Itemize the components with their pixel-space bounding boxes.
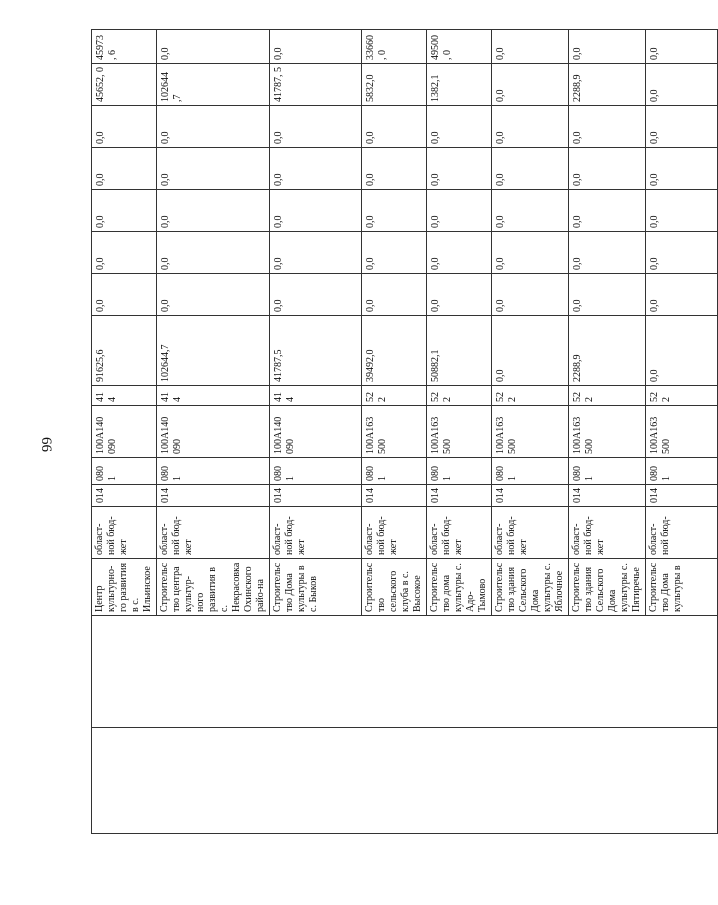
section-cell: 080 1 xyxy=(157,458,270,485)
value-cell: 0,0 xyxy=(646,30,718,64)
value-cell: 0,0 xyxy=(492,316,569,386)
value-cell: 0,0 xyxy=(427,190,492,232)
target-article-cell: 100A140 090 xyxy=(92,406,157,458)
value-cell: 0,0 xyxy=(646,316,718,386)
value-cell: 0,0 xyxy=(646,106,718,148)
value-cell: 5832,0 xyxy=(362,64,427,106)
value-cell: 0,0 xyxy=(646,64,718,106)
value-cell: 49500, 0 xyxy=(427,30,492,64)
expense-type-cell: 52 2 xyxy=(569,386,646,406)
object-name-cell: Строительство здания Сельского Дома культуры с. Яблочное xyxy=(492,559,569,616)
value-cell: 0,0 xyxy=(270,274,362,316)
value-cell: 0,0 xyxy=(270,106,362,148)
value-cell: 1382,1 xyxy=(427,64,492,106)
object-name-cell: Строительство здания Сельского Дома культуры с. Пятиречье xyxy=(569,559,646,616)
value-cell: 0,0 xyxy=(92,190,157,232)
target-article-cell: 100A140 090 xyxy=(270,406,362,458)
value-cell: 39492,0 xyxy=(362,316,427,386)
object-name-cell: Центр культурно-го развития в с. Ильинское xyxy=(92,559,157,616)
value-cell: 0,0 xyxy=(92,106,157,148)
value-cell: 0,0 xyxy=(270,190,362,232)
value-cell: 0,0 xyxy=(492,30,569,64)
value-cell: 45652, 0 xyxy=(92,64,157,106)
value-cell: 0,0 xyxy=(92,232,157,274)
value-cell: 0,0 xyxy=(492,106,569,148)
value-cell: 0,0 xyxy=(362,148,427,190)
source-cell: област-ной бюд-жет xyxy=(157,507,270,559)
value-cell: 2288,9 xyxy=(569,316,646,386)
expense-type-cell: 52 2 xyxy=(646,386,718,406)
value-cell: 0,0 xyxy=(362,274,427,316)
grbs-cell: 014 xyxy=(92,485,157,507)
source-cell: област-ной бюд-жет xyxy=(492,507,569,559)
object-name-cell: Строительство Дома культуры в с. Быков xyxy=(270,559,362,616)
budget-table-rotated xyxy=(91,35,683,834)
section-cell: 080 1 xyxy=(92,458,157,485)
value-cell: 102644,7 xyxy=(157,316,270,386)
value-cell: 91625,6 xyxy=(92,316,157,386)
object-name-cell: Строительство центра культур-ного развития в с. Некрасовка Охинского райо-на xyxy=(157,559,270,616)
grbs-cell: 014 xyxy=(492,485,569,507)
value-cell: 0,0 xyxy=(492,64,569,106)
source-cell: област-ной бюд-жет xyxy=(427,507,492,559)
value-cell: 0,0 xyxy=(427,232,492,274)
value-cell: 0,0 xyxy=(157,148,270,190)
source-cell: област-ной бюд-жет xyxy=(92,507,157,559)
value-cell: 0,0 xyxy=(569,232,646,274)
section-cell: 080 1 xyxy=(362,458,427,485)
value-cell: 2288,9 xyxy=(569,64,646,106)
value-cell: 0,0 xyxy=(157,30,270,64)
target-article-cell: 100A163 500 xyxy=(492,406,569,458)
value-cell: 0,0 xyxy=(492,190,569,232)
value-cell: 102644 ,7 xyxy=(157,64,270,106)
target-article-cell: 100A163 500 xyxy=(427,406,492,458)
budget-table xyxy=(91,29,718,834)
value-cell: 0,0 xyxy=(492,274,569,316)
value-cell: 0,0 xyxy=(492,232,569,274)
value-cell: 0,0 xyxy=(157,274,270,316)
value-cell: 0,0 xyxy=(569,148,646,190)
value-cell: 0,0 xyxy=(569,106,646,148)
section-cell: 080 1 xyxy=(492,458,569,485)
empty-cell-b xyxy=(92,616,718,728)
value-cell: 0,0 xyxy=(92,148,157,190)
value-cell: 0,0 xyxy=(646,148,718,190)
value-cell: 0,0 xyxy=(492,148,569,190)
value-cell: 0,0 xyxy=(362,106,427,148)
grbs-cell: 014 xyxy=(427,485,492,507)
section-cell: 080 1 xyxy=(427,458,492,485)
value-cell: 0,0 xyxy=(646,190,718,232)
value-cell: 0,0 xyxy=(157,232,270,274)
value-cell: 33660, 0 xyxy=(362,30,427,64)
target-article-cell: 100A163 500 xyxy=(362,406,427,458)
value-cell: 0,0 xyxy=(569,30,646,64)
value-cell: 0,0 xyxy=(569,274,646,316)
value-cell: 0,0 xyxy=(270,30,362,64)
value-cell: 0,0 xyxy=(92,274,157,316)
grbs-cell: 014 xyxy=(646,485,718,507)
table-row xyxy=(92,30,157,834)
value-cell: 0,0 xyxy=(569,190,646,232)
object-name-cell: Строительство дома культуры с. Адо-Тымово xyxy=(427,559,492,616)
expense-type-cell: 52 2 xyxy=(492,386,569,406)
value-cell: 0,0 xyxy=(270,232,362,274)
value-cell: 50882,1 xyxy=(427,316,492,386)
value-cell: 41787, 5 xyxy=(270,64,362,106)
value-cell: 0,0 xyxy=(427,148,492,190)
expense-type-cell: 41 4 xyxy=(92,386,157,406)
value-cell: 0,0 xyxy=(270,148,362,190)
value-cell: 0,0 xyxy=(362,232,427,274)
section-cell: 080 1 xyxy=(569,458,646,485)
expense-type-cell: 52 2 xyxy=(427,386,492,406)
section-cell: 080 1 xyxy=(270,458,362,485)
source-cell: област-ной бюд- xyxy=(646,507,718,559)
expense-type-cell: 41 4 xyxy=(157,386,270,406)
target-article-cell: 100A163 500 xyxy=(646,406,718,458)
source-cell: област-ной бюд-жет xyxy=(569,507,646,559)
value-cell: 0,0 xyxy=(427,106,492,148)
value-cell: 45973, 6 xyxy=(92,30,157,64)
object-name-cell: Строительство Дома культуры в xyxy=(646,559,718,616)
value-cell: 0,0 xyxy=(646,232,718,274)
value-cell: 0,0 xyxy=(157,106,270,148)
target-article-cell: 100A140 090 xyxy=(157,406,270,458)
empty-cell-a xyxy=(92,728,718,834)
value-cell: 0,0 xyxy=(362,190,427,232)
section-cell: 080 1 xyxy=(646,458,718,485)
grbs-cell: 014 xyxy=(362,485,427,507)
value-cell: 0,0 xyxy=(157,190,270,232)
value-cell: 0,0 xyxy=(646,274,718,316)
expense-type-cell: 52 2 xyxy=(362,386,427,406)
expense-type-cell: 41 4 xyxy=(270,386,362,406)
value-cell: 0,0 xyxy=(427,274,492,316)
grbs-cell: 014 xyxy=(157,485,270,507)
page-number: 66 xyxy=(38,437,54,452)
object-name-cell: Строительство сельского клуба в с. Высокое xyxy=(362,559,427,616)
target-article-cell: 100A163 500 xyxy=(569,406,646,458)
source-cell: област-ной бюд-жет xyxy=(362,507,427,559)
value-cell: 41787,5 xyxy=(270,316,362,386)
grbs-cell: 014 xyxy=(270,485,362,507)
grbs-cell: 014 xyxy=(569,485,646,507)
source-cell: област-ной бюд-жет xyxy=(270,507,362,559)
